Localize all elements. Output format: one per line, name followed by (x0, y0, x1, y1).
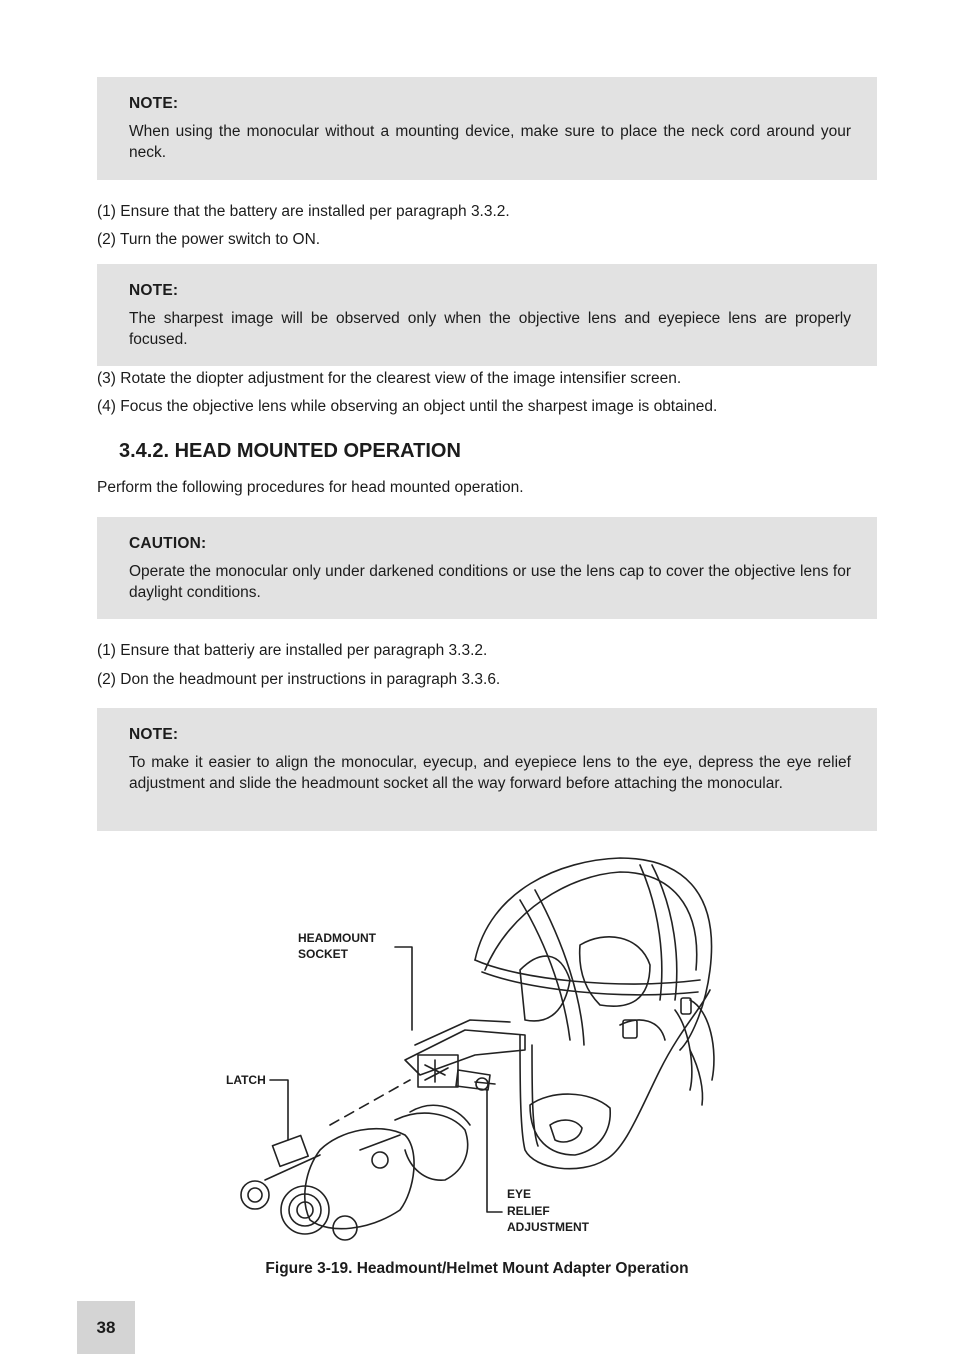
headmount-socket-leader (395, 947, 412, 1030)
label-eye: EYE (507, 1187, 532, 1201)
label-headmount: HEADMOUNT (298, 931, 376, 945)
headmount-figure (220, 850, 740, 1250)
page-number: 38 (77, 1301, 135, 1354)
caution-title: CAUTION: (129, 535, 207, 552)
note-box-3 (97, 708, 877, 831)
caution-box (97, 517, 877, 619)
step-line: (4) Focus the objective lens while observing an object until the sharpest image is obtained. (97, 398, 718, 415)
section-intro: Perform the following procedures for head mounted operation. (97, 479, 524, 496)
figure-caption: Figure 3-19. Headmount/Helmet Mount Adapter Operation (265, 1260, 689, 1277)
step-line: (1) Ensure that batteriy are installed per paragraph 3.3.2. (97, 642, 488, 659)
headmount-socket (405, 1020, 525, 1090)
note-title: NOTE: (129, 95, 179, 112)
note-box-1 (97, 77, 877, 180)
step-line: (3) Rotate the diopter adjustment for the clearest view of the image intensifier screen. (97, 370, 682, 387)
note-title: NOTE: (129, 726, 179, 743)
label-adjustment: ADJUSTMENT (507, 1220, 590, 1234)
label-relief: RELIEF (507, 1204, 550, 1218)
note-box-2 (97, 264, 877, 366)
step-line: (2) Turn the power switch to ON. (97, 231, 321, 248)
section-heading: 3.4.2. HEAD MOUNTED OPERATION (119, 440, 461, 462)
note-title: NOTE: (129, 282, 179, 299)
note-text: When using the monocular without a mounting device, make sure to place the neck cord around your neck. (129, 123, 851, 161)
label-socket: SOCKET (298, 947, 349, 961)
step-line: (1) Ensure that the battery are installed per paragraph 3.3.2. (97, 203, 510, 220)
label-latch: LATCH (226, 1073, 266, 1087)
headmount-illustration (475, 858, 714, 1169)
note-text: To make it easier to align the monocular, eyecup, and eyepiece lens to the eye, depress the eye relief adjustment and slide the headmount socket all the way forward before attaching the monocular. (129, 754, 851, 792)
note-text: The sharpest image will be observed only when the objective lens and eyepiece lens are properly focused. (129, 310, 851, 348)
step-line: (2) Don the headmount per instructions in paragraph 3.3.6. (97, 671, 501, 688)
latch-leader (270, 1080, 288, 1140)
eye-relief-leader (487, 1090, 502, 1212)
caution-text: Operate the monocular only under darkened conditions or use the lens cap to cover the objective lens for daylight conditions. (129, 563, 851, 601)
monocular-illustration (241, 1105, 470, 1240)
